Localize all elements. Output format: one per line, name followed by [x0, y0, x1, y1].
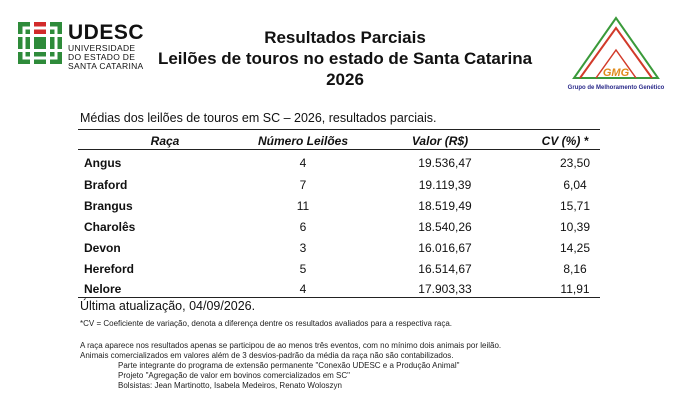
note-line-3: Parte integrante do programa de extensão permanente "Conexão UDESC e a Produção Animal" — [118, 361, 460, 370]
cell-valor: 16.016,67 — [418, 241, 472, 255]
note-line-2: Animais comercializados em valores além de 3 desvios-padrão da média da raça não são contabilizados. — [80, 351, 454, 360]
title-line-1: Resultados Parciais — [264, 28, 426, 47]
col-header-valor: Valor (R$) — [411, 134, 469, 148]
udesc-logo — [18, 21, 148, 71]
udesc-line-2: DO ESTADO DE — [68, 52, 136, 62]
table-header-rule — [78, 149, 600, 150]
cell-leiloes: 3 — [299, 241, 307, 255]
cell-raca: Devon — [84, 241, 121, 255]
cell-valor: 16.514,67 — [418, 262, 472, 276]
cell-valor: 18.540,26 — [418, 220, 472, 234]
cell-valor: 17.903,33 — [418, 282, 472, 296]
col-header-cv: CV (%) * — [541, 134, 589, 148]
table-bottom-rule — [78, 297, 600, 298]
cell-valor: 19.536,47 — [418, 156, 472, 170]
cell-raca: Hereford — [84, 262, 135, 276]
title-line-2: Leilões de touros no estado de Santa Catarina — [157, 49, 533, 68]
udesc-logo-icon — [18, 22, 64, 66]
cell-leiloes: 4 — [299, 156, 307, 170]
cell-raca: Brangus — [84, 199, 133, 213]
cv-footnote: *CV = Coeficiente de variação, denota a diferença dentre os resultados avaliados para a respectiva raça. — [80, 319, 452, 328]
cell-valor: 18.519,49 — [418, 199, 472, 213]
cell-cv: 23,50 — [559, 156, 591, 170]
table-caption: Médias dos leilões de touros em SC – 2026, resultados parciais. — [80, 111, 437, 125]
last-updated: Última atualização, 04/09/2026. — [80, 299, 256, 313]
cell-leiloes: 7 — [299, 178, 307, 192]
gmg-logo — [566, 14, 666, 96]
cell-cv: 15,71 — [559, 199, 591, 213]
gmg-logo-text: GMG — [602, 67, 630, 79]
gmg-triangle-logo-icon — [566, 14, 666, 86]
title-line-3: 2026 — [326, 70, 364, 89]
cell-leiloes: 5 — [299, 262, 307, 276]
cell-cv: 11,91 — [560, 282, 590, 296]
cell-leiloes: 6 — [299, 220, 307, 234]
col-header-leiloes: Número Leilões — [257, 134, 349, 148]
cell-cv: 6,04 — [563, 178, 587, 192]
col-header-raca: Raça — [150, 134, 180, 148]
table-top-rule — [78, 129, 600, 130]
note-line-5: Bolsistas: Jean Martinotto, Isabela Medeiros, Renato Woloszyn — [118, 381, 342, 390]
note-line-4: Projeto "Agregação de valor em bovinos comercializados em SC" — [118, 371, 351, 380]
cell-raca: Braford — [84, 178, 128, 192]
cell-cv: 14,25 — [559, 241, 591, 255]
cell-raca: Nelore — [84, 282, 122, 296]
cell-valor: 19.119,39 — [418, 178, 472, 192]
udesc-line-3: SANTA CATARINA — [68, 61, 144, 71]
udesc-brand: UDESC — [68, 21, 145, 44]
cell-raca: Angus — [84, 156, 122, 170]
gmg-caption: Grupo de Melhoramento Genético — [567, 85, 665, 91]
note-line-1: A raça aparece nos resultados apenas se participou de ao menos três eventos, com no mínimo dois animais por leilão. — [80, 341, 502, 350]
cell-raca: Charolês — [84, 220, 136, 234]
page-title — [150, 27, 540, 90]
cell-leiloes: 4 — [299, 282, 307, 296]
cell-leiloes: 11 — [296, 199, 310, 213]
udesc-line-1: UNIVERSIDADE — [68, 43, 136, 53]
cell-cv: 10,39 — [559, 220, 591, 234]
cell-cv: 8,16 — [563, 262, 587, 276]
